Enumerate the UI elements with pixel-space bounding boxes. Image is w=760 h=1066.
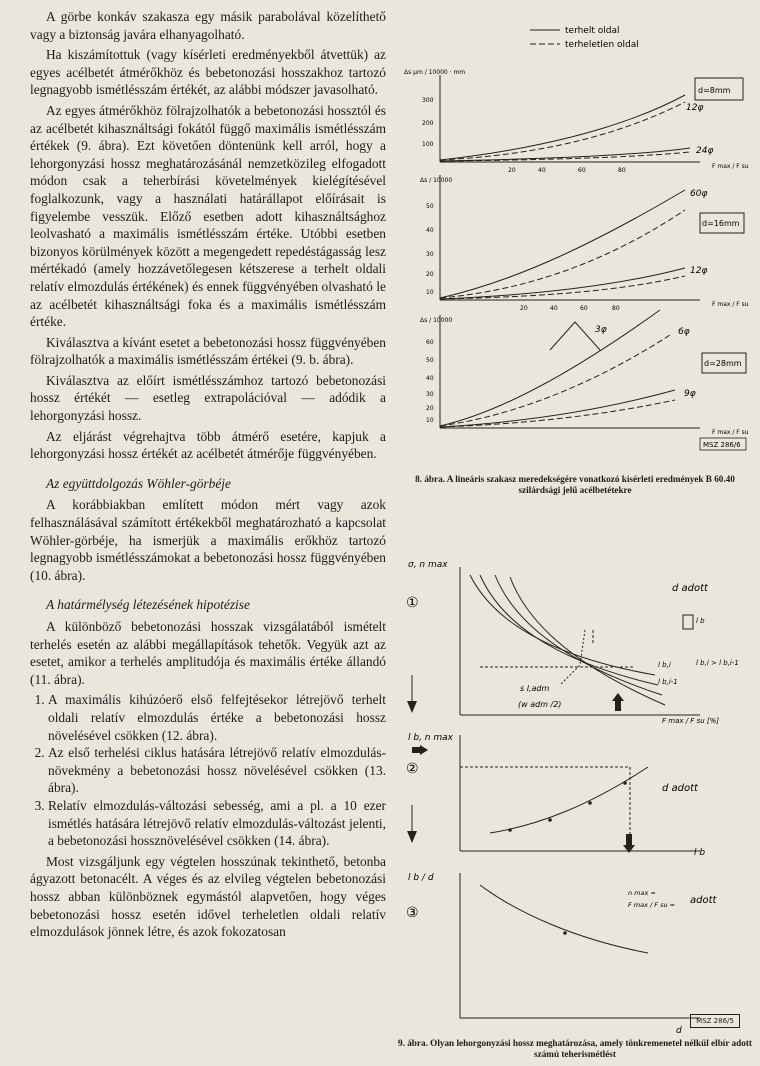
paragraph: A különböző bebetonozási hosszak vizsgálatából ismételt terhelés esetén az alábbi megállapítások tehetők. Vegyük azt az esetet, amikor a terhelés amplitudója és maximális értéke állandó (11. ábra).	[30, 619, 386, 687]
tick-label: 20	[508, 167, 516, 174]
paragraph: Most vizsgáljunk egy végtelen hosszúnak tekinthető, betonba ágyazott betonacélt. A véges és az elvileg végtelen bebetonozási hossz abban különböznek egymástól alapvetően, hogy véges bebetonozási hossz esetén idővel terheletlen oldali relatív elmozdulások jönnek létre, és azok fokozatosan	[30, 853, 386, 940]
left-text-column	[30, 8, 386, 944]
figure-8-graphic	[400, 10, 750, 475]
box-b-label: d=16mm	[702, 219, 740, 228]
tick-label: 30	[426, 251, 434, 258]
given-f-label: F max / F su =	[628, 901, 676, 909]
tick-label: 40	[538, 167, 546, 174]
figure-8	[400, 10, 750, 475]
x-ratio-label: F max / F su	[712, 163, 749, 170]
panel-2-ylabel: l b, n max	[408, 733, 453, 743]
tick-label: 10	[426, 417, 434, 424]
standard-stamp: MSZ 286/5	[696, 1017, 734, 1025]
panel-1-xlabel: F max / F su [%]	[662, 717, 719, 725]
section-heading: A határmélység létezésének hipotézise	[46, 597, 250, 613]
paragraph: Az egyes átmérőkhöz fölrajzolhatók a bebetonozási hossztól és az acélbetét kihasználtsági fokától függő maximális ismétlésszám értékek (9. ábra). Ezt követően döntenünk kell arról, hogy a lehorgonyzási hossz meghatározásánál nemzetközileg elfogadott módon csak a teherbírási követelmények kielégítésével foglalkozunk, vagy a használati határállapot előírásait is figyelembe vesszük. Előző esetben adott kihasználtsághoz leolvasható a maximális ismétlésszám értéke. Utóbbi esetben bizonyos körülmények között a megengedett repedéstágasság lesz mértékadó (amely hozzávetőlegesen kétszerese a terhelt oldali relatív elmozdulás értékének) és ennek függvényében olvasható le az acélbetét kihasználtsági foka és a maximális ismétlésszám értéke.	[30, 102, 386, 330]
tick-label: 100	[422, 141, 434, 148]
panel-1-ylabel: σ, n max	[408, 560, 448, 570]
curve-label: l b,i	[658, 661, 671, 669]
figure-9	[400, 555, 752, 1033]
curve-label: 3φ	[595, 325, 607, 335]
tick-label: 60	[580, 305, 588, 312]
tick-label: 20	[520, 305, 528, 312]
tick-label: 40	[426, 227, 434, 234]
curve-label: l b,i-1	[658, 678, 678, 686]
tick-label: 10	[426, 289, 434, 296]
d-adott-label: d adott	[662, 783, 698, 794]
tick-label: 40	[426, 375, 434, 382]
tick-label: 20	[426, 405, 434, 412]
tick-label: 300	[422, 97, 434, 104]
curve-label: 24φ	[696, 146, 714, 156]
step-2-marker: ②	[406, 761, 419, 777]
d-adott-label: d adott	[672, 583, 708, 594]
figure-8-caption: 8. ábra. A lineáris szakasz meredekségére vonatkozó kísérleti eredmények B 60.40 szilárdsági jelű acélbetétekre	[415, 474, 735, 495]
curve-label: 60φ	[690, 189, 708, 199]
box-a-label: d=8mm	[698, 86, 731, 95]
lb-relation-label: l b,i > l b,i-1	[696, 659, 739, 667]
curve-label: 12φ	[690, 266, 708, 276]
box-c-label: d=28mm	[704, 359, 742, 368]
tick-label: 30	[426, 391, 434, 398]
panel-3-ylabel: l b / d	[408, 873, 434, 883]
step-3-marker: ③	[406, 905, 419, 921]
legend-solid-label: terhelt oldal	[565, 26, 620, 36]
panel-a-ylabel: Δs μm / 10000 · mm	[404, 69, 466, 76]
list-item: 1. A maximális kihúzóerő első felfejtésekor létrejövő terhelt oldali relatív elmozdulás értéke a bebetonozási hossz növelésével csökken (12. ábra).	[48, 691, 386, 744]
slip-label: s l,adm	[520, 684, 550, 693]
crack-width-label: (w adm /2)	[518, 700, 562, 709]
paragraph: A görbe konkáv szakasza egy másik parabolával közelíthető vagy a biztonság javára elhanyagolható.	[30, 9, 386, 42]
figure-9-stamp	[690, 1014, 740, 1028]
lb-label: l b	[696, 617, 705, 625]
adott-label: adott	[690, 895, 717, 906]
figure-9-caption: 9. ábra. Olyan lehorgonyzási hossz meghatározása, amely tönkremenetel nélkül elbír adott számú teherismétlést	[398, 1038, 752, 1059]
tick-label: 60	[578, 167, 586, 174]
tick-label: 80	[618, 167, 626, 174]
paragraph: Az eljárást végrehajtva több átmérő esetére, kapjuk a lehorgonyzási hossz értékét az acélbetét átmérője függvényében.	[30, 428, 386, 462]
curve-label: 6φ	[678, 327, 690, 337]
tick-label: 200	[422, 120, 434, 127]
curve-label: 9φ	[684, 389, 696, 399]
tick-label: 50	[426, 357, 434, 364]
tick-label: 50	[426, 203, 434, 210]
section-heading: Az együttdolgozás Wöhler-görbéje	[46, 475, 231, 491]
legend-dashed-label: terheletlen oldal	[565, 40, 639, 50]
tick-label: 40	[550, 305, 558, 312]
figure-9-graphic	[400, 555, 752, 1033]
list-item: 2. Az első terhelési ciklus hatására létrejövő relatív elmozdulás-növekmény a bebetonozási hossz növelésével csökken (13. ábra).	[48, 744, 386, 797]
tick-label: 60	[426, 339, 434, 346]
standard-stamp: MSZ 286/6	[703, 441, 741, 449]
panel-2-xlabel: l b	[694, 848, 706, 858]
x-ratio-label: F max / F su	[712, 429, 749, 436]
paragraph: A korábbiakban említett módon mért vagy azok felhasználásával számított értékekből meghatározható a kapcsolat Wöhler-görbéje, ha ismerjük a maximális erőkhöz tartozó legnagyobb ismétlésszámokat a bebetonozási hossz függvényében (10. ábra).	[30, 497, 386, 583]
given-n-label: n max =	[628, 889, 656, 897]
panel-b-ylabel: Δs / 10000	[420, 177, 453, 184]
x-ratio-label: F max / F su	[712, 301, 749, 308]
paragraph: Kiválasztva a kívánt esetet a bebetonozási hossz függvényében fölrajzolhatók a maximális ismétlésszám értékei (9. b. ábra).	[30, 334, 386, 368]
numbered-list	[30, 691, 386, 849]
paragraph: Ha kiszámítottuk (vagy kísérleti eredményekből átvettük) az egyes acélbetét átmérőkhöz és bebetonozási hosszakhoz tartozó legnagyobb ismétlésszám értékét, az alábbi módszer javasolható.	[30, 47, 386, 98]
panel-c-ylabel: Δs / 10000	[420, 317, 453, 324]
list-item: 3. Relatív elmozdulás-változási sebesség, ami a pl. a 10 ezer ismétlés hatására létrejövő relatív elmozdulás-változást jelenti, a bebetonozási hossznövelésével csökken (14. ábra).	[48, 797, 386, 850]
curve-label: 12φ	[686, 103, 704, 113]
panel-3-xlabel: d	[676, 1026, 682, 1033]
paragraph: Kiválasztva az előírt ismétlésszámhoz tartozó bebetonozási hossz értékét — esetleg extrapolációval — adódik a lehorgonyzási hossz.	[30, 372, 386, 424]
tick-label: 80	[612, 305, 620, 312]
tick-label: 20	[426, 271, 434, 278]
step-1-marker: ①	[406, 595, 419, 611]
